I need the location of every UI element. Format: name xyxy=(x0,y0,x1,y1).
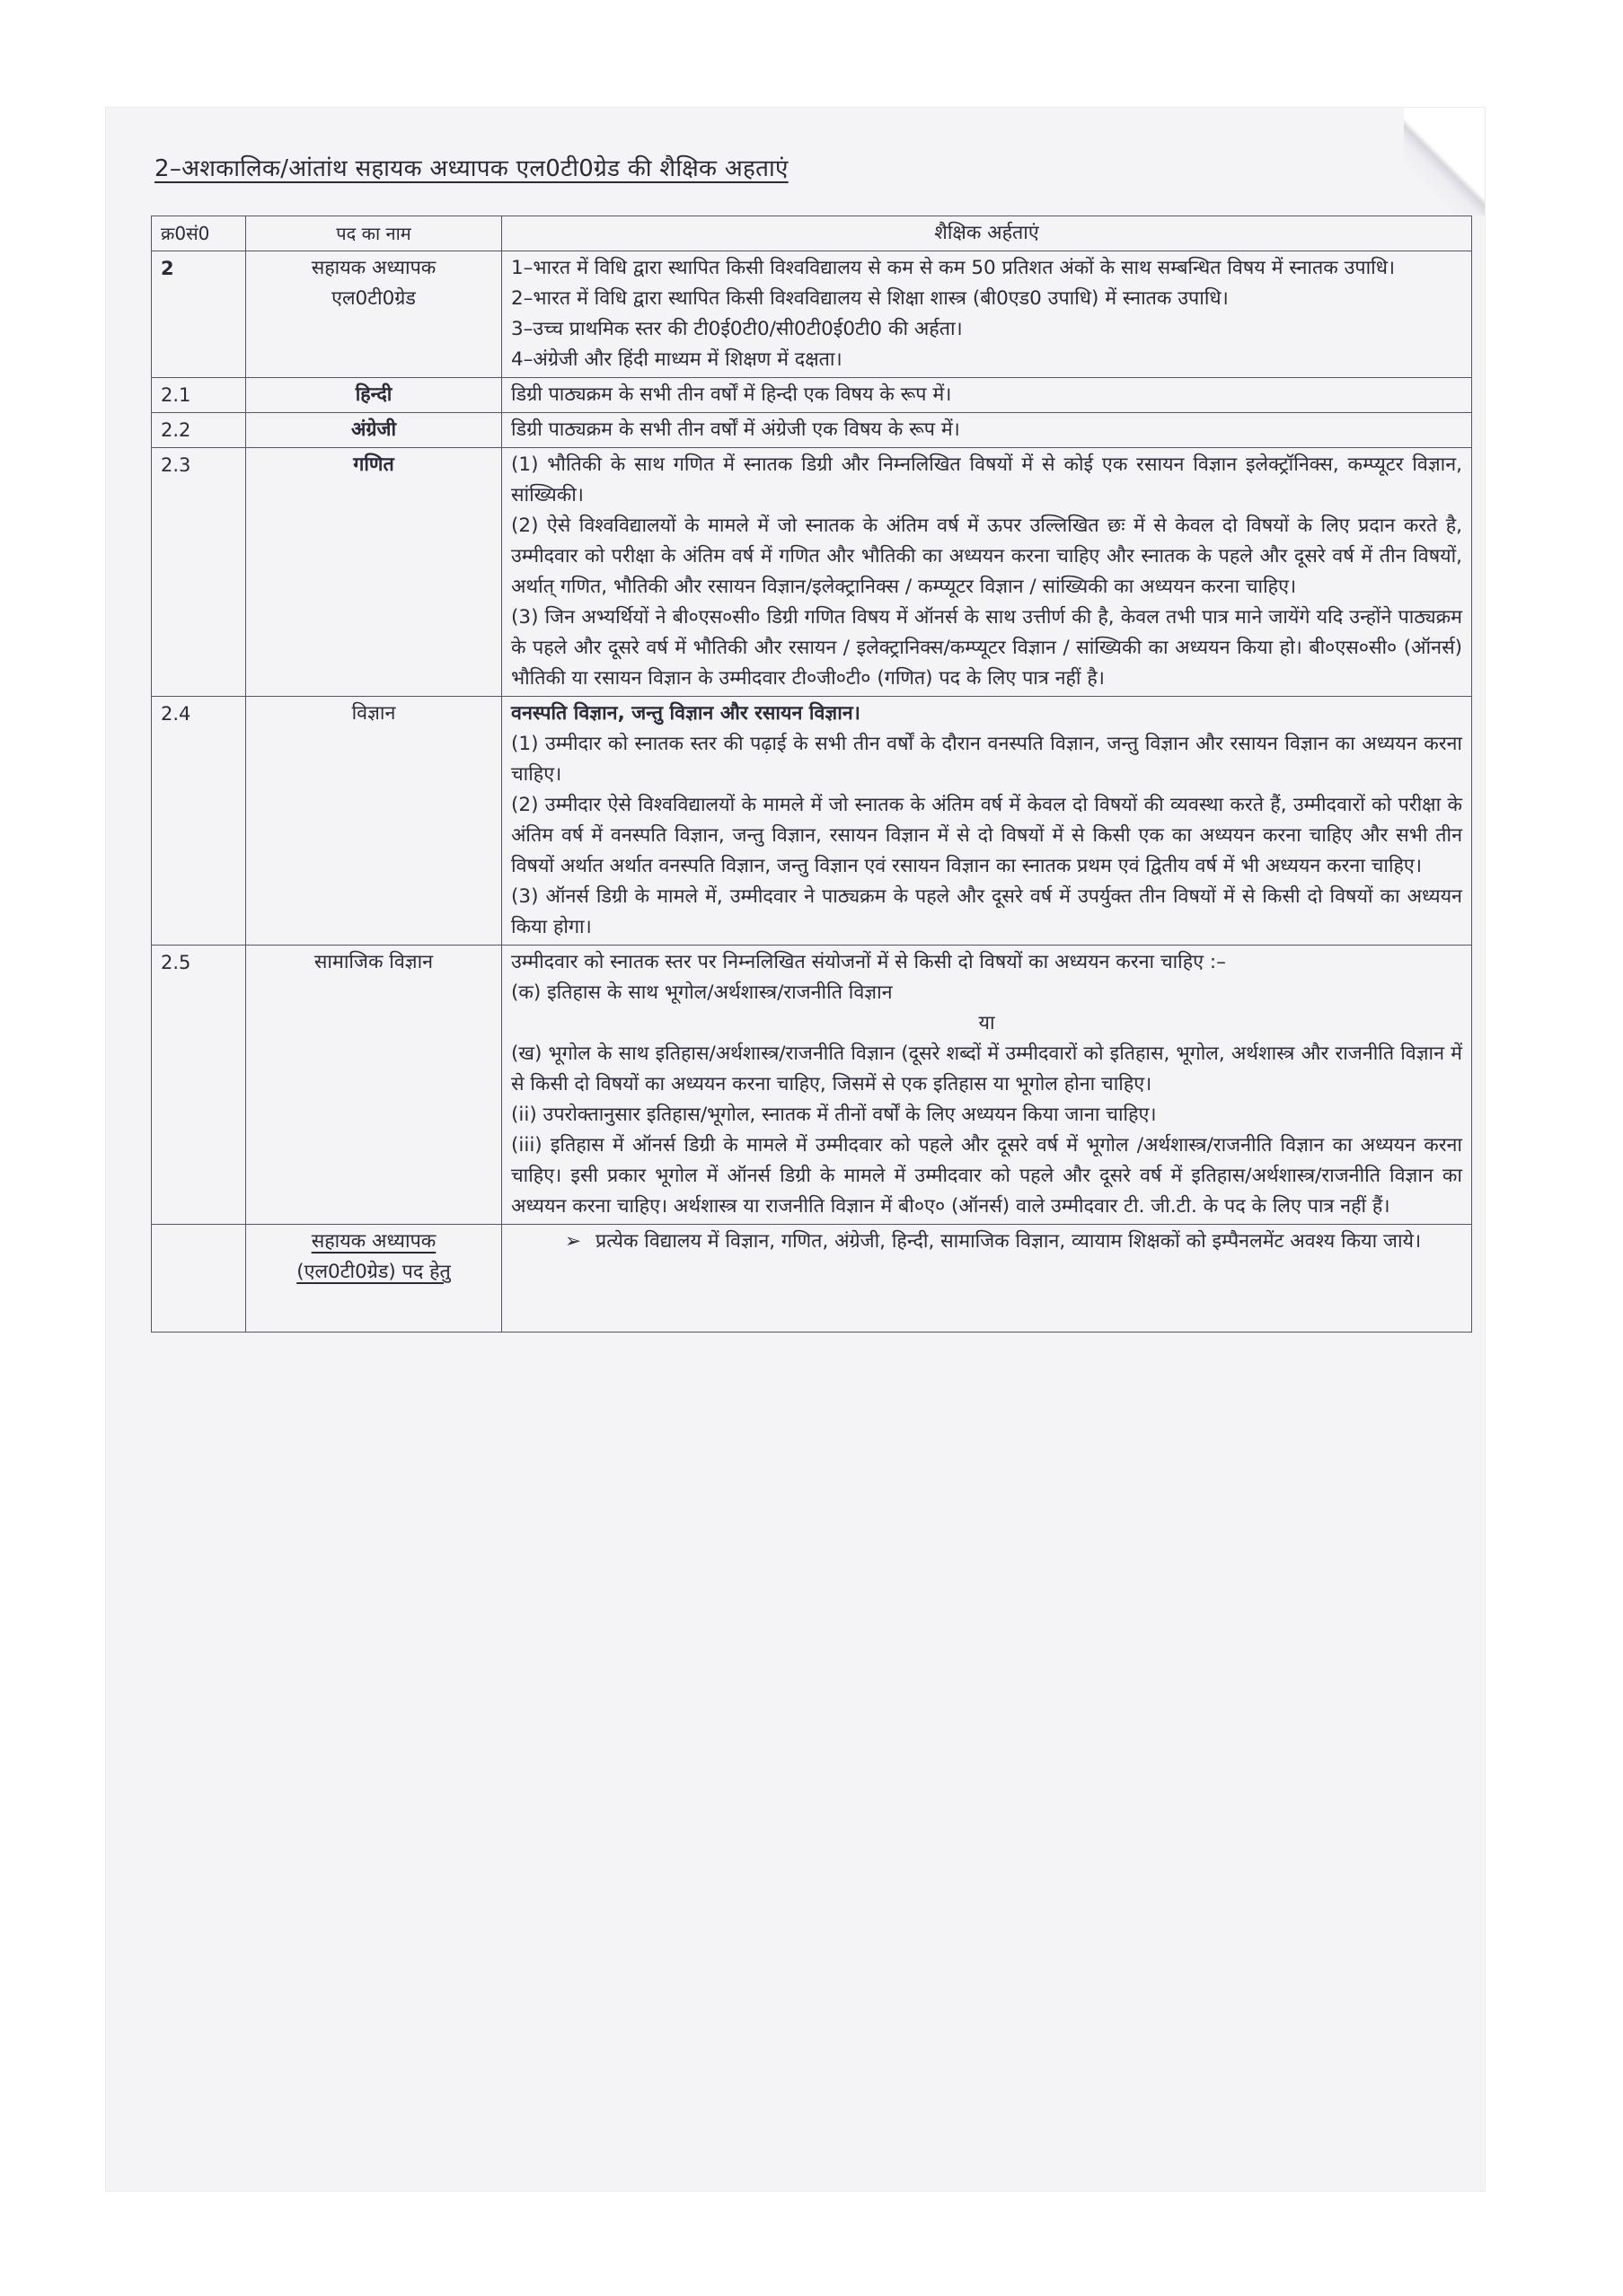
header-sno: क्र0सं0 xyxy=(152,216,246,251)
post-line: सहायक अध्यापक xyxy=(311,257,437,279)
qualification-para: (1) भौतिकी के साथ गणित में स्नातक डिग्री और निम्नलिखित विषयों में से कोई एक रसायन विज्ञान इलेक्ट्रॉनिक्स, कम्प्यूटर विज्ञान, सांख्यिकी। xyxy=(511,453,1462,506)
qualifications-table xyxy=(151,216,1472,1333)
table-row xyxy=(152,378,1472,413)
table-row xyxy=(152,251,1472,378)
row-sno: 2.3 xyxy=(152,448,246,697)
qualification-para: (3) जिन अभ्यर्थियों ने बी०एस०सी० डिग्री गणित विषय में ऑनर्स के साथ उत्तीर्ण की है, केवल तभी पात्र माने जायेंगे यदि उन्होंने पाठ्यक्रम के पहले और दूसरे वर्ष में भौतिकी और रसायन / इलेक्ट्रानिक्स/कम्प्यूटर विज्ञान / सांख्यिकी का अध्ययन किया हो। बी०एस०सी० (ऑनर्स) भौतिकी या रसायन विज्ञान के उम्मीदवार टी०जी०टी० (गणित) पद के लिए पात्र नहीं है। xyxy=(511,606,1462,690)
note-post-line: (एल0टी0ग्रेड) पद हेतु xyxy=(296,1261,451,1283)
qualification-para: (ii) उपरोक्तानुसार इतिहास/भूगोल, स्नातक में तीनों वर्षों के लिए अध्ययन किया जाना चाहिए। xyxy=(511,1104,1157,1126)
note-text: प्रत्येक विद्यालय में विज्ञान, गणित, अंग्रेजी, हिन्दी, सामाजिक विज्ञान, व्यायाम शिक्षकों को इम्पैनलमेंट अवश्य किया जाये। xyxy=(595,1230,1422,1253)
note-text-cell xyxy=(502,1225,1472,1333)
table-header-row xyxy=(152,216,1472,251)
qualification-para: (iii) इतिहास में ऑनर्स डिग्री के मामले में उम्मीदवार को पहले और दूसरे वर्ष में भूगोल /अर्थशास्त्र/राजनीति विज्ञान का अध्ययन करना चाहिए। इसी प्रकार भूगोल में ऑनर्स डिग्री के मामले में उम्मीदवार को पहले और दूसरे वर्ष में इतिहास/अर्थशास्त्र/राजनीति विज्ञान का अध्ययन करना चाहिए। अर्थशास्त्र या राजनीति विज्ञान में बी०ए० (ऑनर्स) वाले उम्मीदवार टी. जी.टी. के पद के लिए पात्र नहीं हैं। xyxy=(511,1134,1462,1218)
qualification-para: 2–भारत में विधि द्वारा स्थापित किसी विश्वविद्यालय से शिक्षा शास्त्र (बी0एड0 उपाधि) में स्नातक उपाधि। xyxy=(511,287,1229,310)
qualification-para: 3–उच्च प्राथमिक स्तर की टी0ई0टी0/सी0टी0ई0टी0 की अर्हता। xyxy=(511,318,963,340)
row-qualifications xyxy=(502,946,1472,1225)
page-curl xyxy=(1404,108,1485,216)
table-row xyxy=(152,946,1472,1225)
note-post-line: सहायक अध्यापक xyxy=(311,1230,437,1253)
qualification-para: उम्मीदवार को स्नातक स्तर पर निम्नलिखित संयोजनों में से किसी दो विषयों का अध्ययन करना चाहिए :– xyxy=(511,951,1226,973)
row-post: अंग्रेजी xyxy=(246,413,502,448)
row-sno: 2.2 xyxy=(152,413,246,448)
note-sno xyxy=(152,1225,246,1333)
header-post: पद का नाम xyxy=(246,216,502,251)
row-post: विज्ञान xyxy=(246,697,502,946)
row-qualifications xyxy=(502,413,1472,448)
note-bullet xyxy=(511,1227,1462,1257)
qualification-para: (1) उम्मीदार को स्नातक स्तर की पढ़ाई के सभी तीन वर्षों के दौरान वनस्पति विज्ञान, जन्तु विज्ञान और रसायन विज्ञान का अध्ययन करना चाहिए। xyxy=(511,733,1462,786)
table-row xyxy=(152,448,1472,697)
row-qualifications xyxy=(502,697,1472,946)
post-line: एल0टी0ग्रेड xyxy=(331,287,416,310)
row-post: गणित xyxy=(246,448,502,697)
qualification-lead: वनस्पति विज्ञान, जन्तु विज्ञान और रसायन विज्ञान। xyxy=(511,702,860,725)
qualification-para: (ख) भूगोल के साथ इतिहास/अर्थशास्त्र/राजनीति विज्ञान (दूसरे शब्दों में उम्मीदवारों को इतिहास, भूगोल, अर्थशास्त्र और राजनीति विज्ञान में से किसी दो विषयों का अध्ययन करना चाहिए, जिसमें से एक इतिहास या भूगोल होना चाहिए। xyxy=(511,1042,1462,1095)
row-qualifications xyxy=(502,448,1472,697)
row-post: सामाजिक विज्ञान xyxy=(246,946,502,1225)
qualification-para: 4–अंग्रेजी और हिंदी माध्यम में शिक्षण में दक्षता। xyxy=(511,348,842,371)
row-qualifications xyxy=(502,378,1472,413)
table-row xyxy=(152,697,1472,946)
header-qualifications: शैक्षिक अर्हताएं xyxy=(502,216,1472,251)
row-post xyxy=(246,251,502,378)
note-row xyxy=(152,1225,1472,1333)
qualification-para: (3) ऑनर्स डिग्री के मामले में, उम्मीदवार ने पाठ्यक्रम के पहले और दूसरे वर्ष में उपर्युक्त तीन विषयों में से किसी दो विषयों का अध्ययन किया होगा। xyxy=(511,885,1462,938)
row-sno: 2.1 xyxy=(152,378,246,413)
qualification-para: (क) इतिहास के साथ भूगोल/अर्थशास्त्र/राजनीति विज्ञान xyxy=(511,981,893,1004)
row-post: हिन्दी xyxy=(246,378,502,413)
qualification-para: (2) उम्मीदार ऐसे विश्वविद्यालयों के मामले में जो स्नातक के अंतिम वर्ष में केवल दो विषयों की व्यवस्था करते हैं, उम्मीदवारों को परीक्षा के अंतिम वर्ष में वनस्पति विज्ञान, जन्तु विज्ञान, रसायन विज्ञान में से दो विषयों में से किसी एक का अध्ययन करना चाहिए और सभी तीन विषयों अर्थात अर्थात वनस्पति विज्ञान, जन्तु विज्ञान एवं रसायन विज्ञान का स्नातक प्रथम एवं द्वितीय वर्ष में भी अध्ययन करना चाहिए। xyxy=(511,794,1462,877)
row-qualifications xyxy=(502,251,1472,378)
row-sno: 2 xyxy=(152,251,246,378)
note-post xyxy=(246,1225,502,1333)
qualification-para: डिग्री पाठ्यक्रम के सभी तीन वर्षों में अंग्रेजी एक विषय के रूप में। xyxy=(511,418,960,441)
qualification-or: या xyxy=(978,1012,995,1034)
qualification-para: 1–भारत में विधि द्वारा स्थापित किसी विश्वविद्यालय से कम से कम 50 प्रतिशत अंकों के साथ सम्बन्धित विषय में स्नातक उपाधि। xyxy=(511,257,1396,279)
table-row xyxy=(152,413,1472,448)
qualification-para: (2) ऐसे विश्वविद्यालयों के मामले में जो स्नातक के अंतिम वर्ष में ऊपर उल्लिखित छः में से केवल दो विषयों के लिए प्रदान करते है, उम्मीदवार को परीक्षा के अंतिम वर्ष में गणित और भौतिकी का अध्ययन करना चाहिए और स्नातक के पहले और दूसरे वर्ष में तीन विषयों, अर्थात् गणित, भौतिकी और रसायन विज्ञान/इलेक्ट्रानिक्स / कम्प्यूटर विज्ञान / सांख्यिकी का अध्ययन करना चाहिए। xyxy=(511,515,1462,598)
qualification-para: डिग्री पाठ्यक्रम के सभी तीन वर्षों में हिन्दी एक विषय के रूप में। xyxy=(511,383,952,406)
arrow-bullet-icon: ➢ xyxy=(565,1230,582,1253)
page-heading: 2–अशकालिक/आंतांथ सहायक अध्यापक एल0टी0ग्रेड की शैक्षिक अहताएं xyxy=(154,155,789,182)
row-sno: 2.5 xyxy=(152,946,246,1225)
row-sno: 2.4 xyxy=(152,697,246,946)
